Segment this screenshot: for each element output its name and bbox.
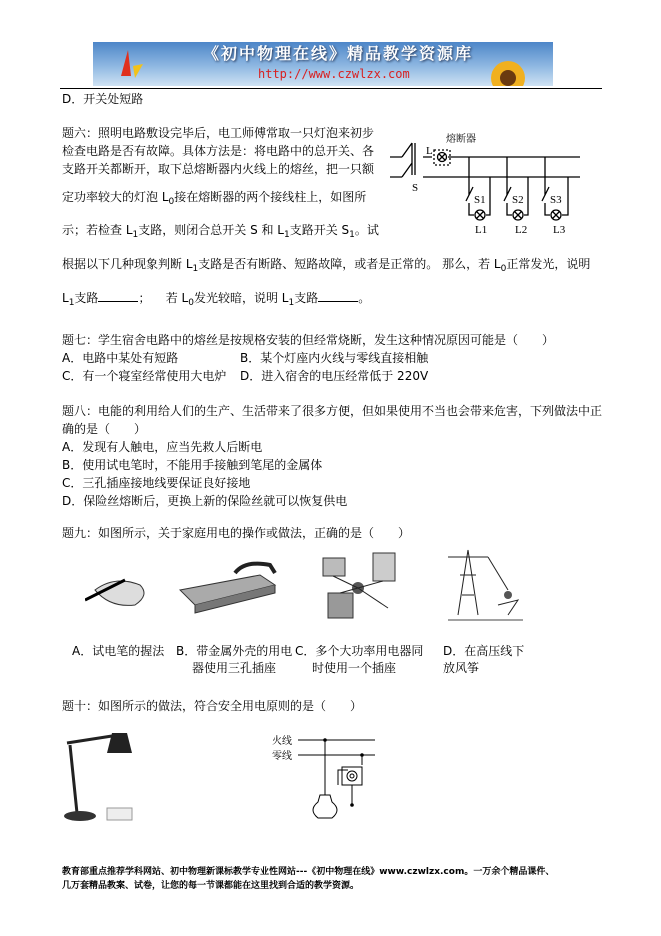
- q7-stem: 题七：学生宿舍电路中的熔丝是按规格安装的但经常烧断，发生这种情况原因可能是（ ）: [62, 333, 555, 347]
- q6-line-3: 支路开关都断开，取下总熔断器内火线上的熔丝，把一只额: [62, 162, 375, 176]
- q8-stem-2: 确的是（ ）: [62, 422, 147, 436]
- q6-line-5: [62, 222, 379, 238]
- q10-stem: 题十：如图所示的做法，符合安全用电原则的是（ ）: [62, 699, 363, 713]
- subscript: 0: [500, 264, 507, 274]
- q8-stem-1: 题八：电能的利用给人们的生产、生活带来了很多方便，但如果使用不当也会带来危害，下列做法中正: [62, 404, 603, 418]
- text: 定功率较大的灯泡 L: [62, 190, 169, 204]
- q6-line-7: [62, 290, 370, 306]
- footer-line-2: 几万套精品教案、试卷，让您的每一节课都能在这里找到合适的教学资源。: [62, 881, 360, 891]
- answer-blank-1[interactable]: [98, 290, 138, 302]
- text: 。: [358, 291, 371, 305]
- q7-option-b: B．某个灯座内火线与零线直接相触: [240, 351, 429, 365]
- subscript: 1: [192, 264, 199, 274]
- subscript: 1: [132, 230, 139, 240]
- text: 支路开关 S: [289, 223, 350, 237]
- s-label: S: [412, 182, 419, 194]
- subscript: 0: [188, 298, 194, 308]
- l1-label: L1: [475, 224, 488, 236]
- header-rule: [60, 88, 602, 89]
- header-banner: [93, 42, 553, 86]
- text: ； 若 L: [138, 291, 189, 305]
- overloaded-socket-image: [318, 548, 408, 628]
- text: 示；若检查 L: [62, 223, 133, 237]
- kite-under-power-line-image: [448, 545, 523, 630]
- text: L: [62, 291, 69, 305]
- s2-label: S2: [512, 194, 524, 206]
- text: 支路: [294, 291, 319, 305]
- answer-blank-2[interactable]: [318, 290, 358, 302]
- q6-line-4: [62, 189, 366, 205]
- l3-label: L3: [553, 224, 566, 236]
- s3-label: S3: [550, 194, 562, 206]
- text: 。试: [354, 223, 379, 237]
- q6-line-1: 题六：照明电路敷设完毕后，电工师傅常取一只灯泡来初步: [62, 126, 375, 140]
- text: 接在熔断器的两个接线柱上，如图所: [174, 190, 367, 204]
- q9-caption-b-1: B．带金属外壳的用电: [176, 644, 293, 658]
- l0-label: L: [426, 145, 433, 157]
- subscript: 1: [349, 230, 355, 240]
- q9-caption-d-1: D．在高压线下: [443, 644, 525, 658]
- q9-caption-c-1: C．多个大功率用电器同: [295, 644, 424, 658]
- q9-stem: 题九：如图所示，关于家庭用电的操作或做法，正确的是（ ）: [62, 526, 411, 540]
- text: 支路: [74, 291, 99, 305]
- text: 正常发光，说明: [506, 257, 591, 271]
- q7-option-c: C．有一个寝室经常使用大电炉: [62, 369, 227, 383]
- footer-line-1: 教育部重点推荐学科网站、初中物理新课标教学专业性网站---《初中物理在线》www.czwlzx.com。一万余个精品课件、: [62, 867, 555, 877]
- q6-line-2: 检查电路是否有故障。具体方法是：将电路中的总开关、各: [62, 144, 375, 158]
- subscript: 1: [68, 298, 75, 308]
- q7-option-a: A．电路中某处有短路: [62, 351, 179, 365]
- neutral-wire-label: 零线: [272, 751, 292, 762]
- q8-option-c: C．三孔插座接地线要保证良好接地: [62, 476, 251, 490]
- q9-caption-c-2: 时使用一个插座: [312, 661, 397, 675]
- banner-title: 《初中物理在线》精品教学资源库: [203, 44, 474, 63]
- q9-caption-d-2: 放风筝: [443, 661, 480, 675]
- subscript: 0: [168, 197, 175, 207]
- l2-label: L2: [515, 224, 528, 236]
- s1-label: S1: [474, 194, 486, 206]
- banner-url[interactable]: http://www.czwlzx.com: [258, 67, 410, 81]
- q9-caption-a: A．试电笔的握法: [72, 644, 165, 658]
- subscript: 1: [288, 298, 295, 308]
- q6-line-6: [62, 256, 590, 272]
- subscript: 1: [284, 230, 290, 240]
- desk-lamp-image: [62, 728, 152, 828]
- q8-option-a: A．发现有人触电，应当先救人后断电: [62, 440, 263, 454]
- text: 根据以下几种现象判断 L: [62, 257, 193, 271]
- q8-option-b: B．使用试电笔时，不能用手接触到笔尾的金属体: [62, 458, 323, 472]
- previous-option-d: D．开关处短路: [62, 92, 144, 106]
- three-hole-socket-image: [175, 555, 285, 620]
- q8-option-d: D．保险丝熔断后，更换上新的保险丝就可以恢复供电: [62, 494, 348, 508]
- q7-option-d: D．进入宿舍的电压经常低于 220V: [240, 369, 429, 383]
- circuit-diagram: [390, 125, 590, 240]
- fuse-label: 熔断器: [446, 134, 476, 145]
- test-pen-grip-image: [85, 560, 155, 610]
- text: 支路是否有断路、短路故障，或者是正常的。 那么，若 L: [198, 257, 501, 271]
- live-wire-label: 火线: [272, 736, 292, 747]
- text: 支路，则闭合总开关 S 和 L: [138, 223, 284, 237]
- text: 发光较暗，说明 L: [193, 291, 289, 305]
- wiring-diagram: [270, 730, 390, 820]
- q9-caption-b-2: 器使用三孔插座: [192, 661, 277, 675]
